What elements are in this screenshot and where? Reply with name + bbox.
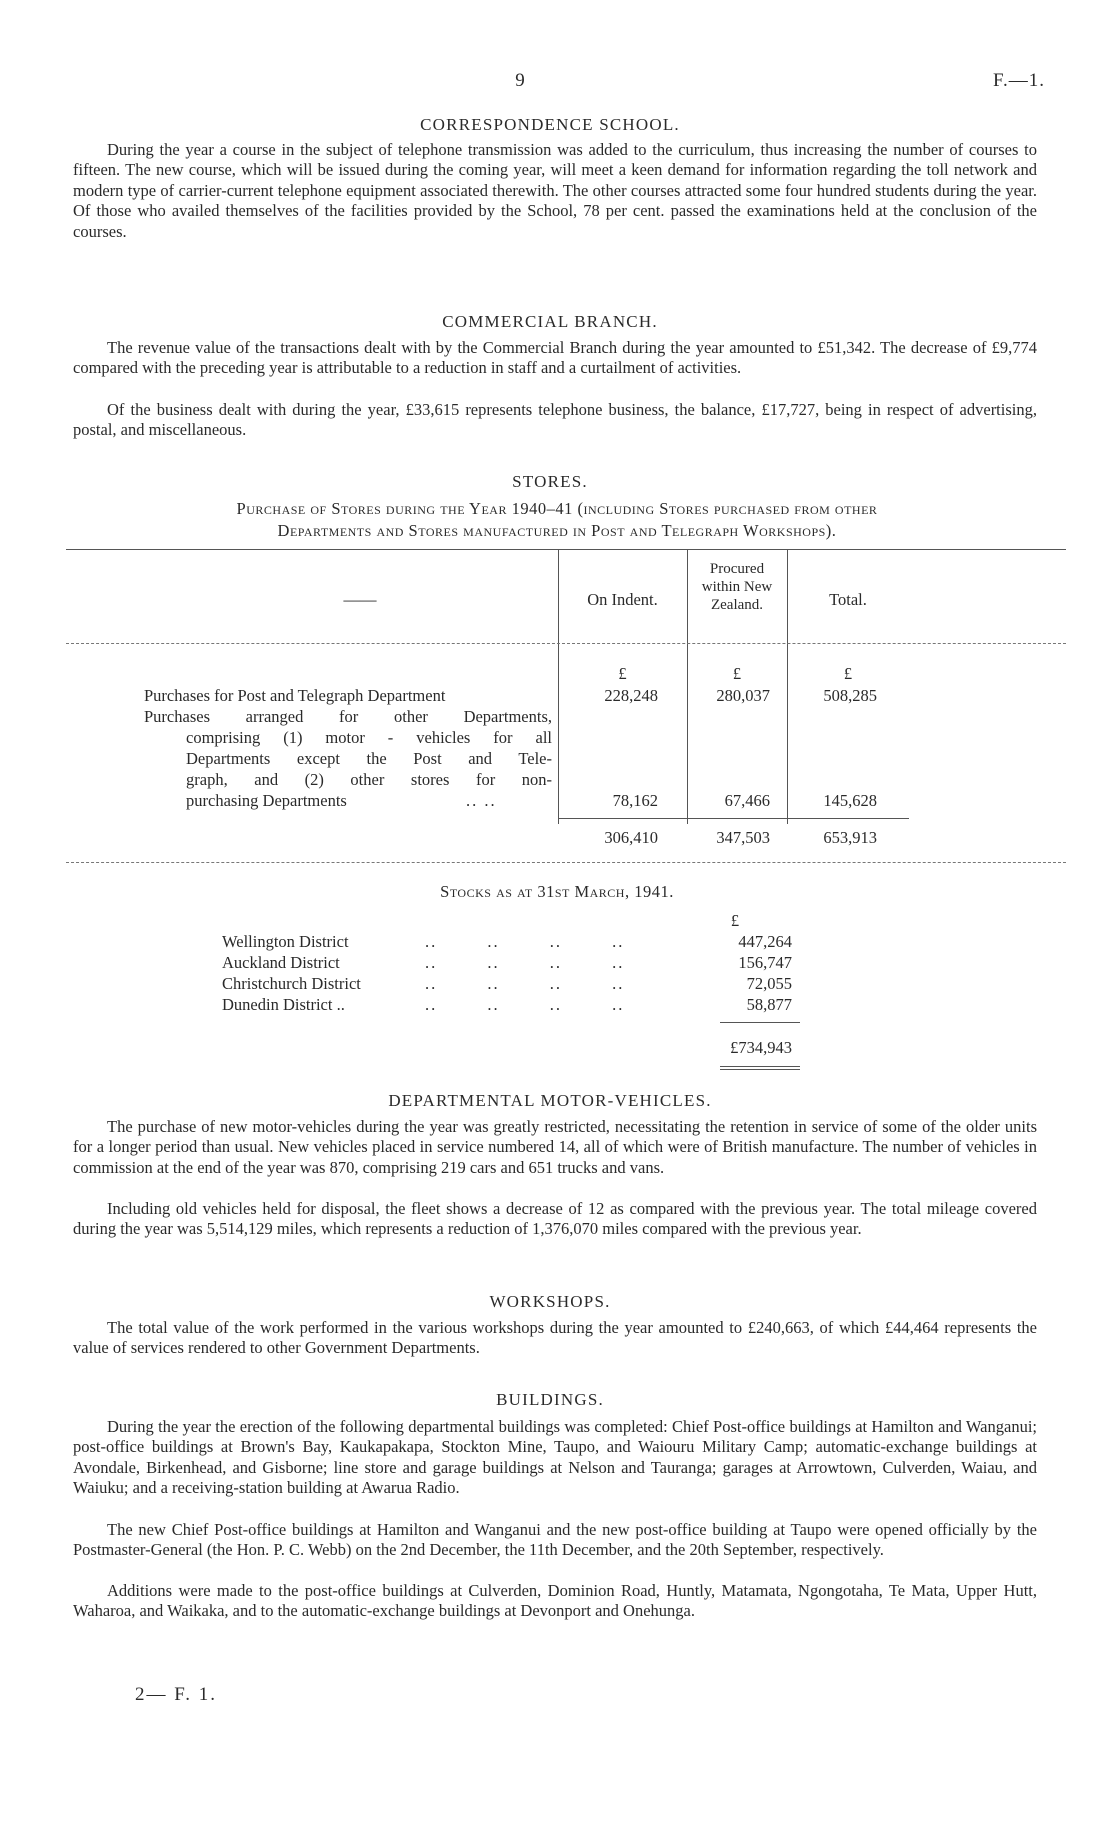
commercial-paragraph-1: The revenue value of the transactions dealt with by the Commercial Branch during the year amounted to £51,342. The decrease of £9,774 compared with the preceding year is attributable to a reduction in staff and a curtailment of activities. — [73, 338, 1037, 378]
stores-subtitle-line-1: Purchase of Stores during the Year 1940–41 (including Stores purchased from other — [236, 499, 878, 518]
currency-symbol-col-1: £ — [618, 664, 627, 683]
page-number: 9 — [515, 70, 525, 91]
stocks-row-leader: .. .. .. .. — [425, 932, 625, 951]
stocks-total: £734,943 — [730, 1038, 792, 1057]
table-subtotal-rule — [558, 818, 909, 819]
table-row-2-procured: 67,466 — [724, 791, 770, 810]
table-row-1-on-indent: 228,248 — [604, 686, 658, 705]
section-title-motor-vehicles: DEPARTMENTAL MOTOR-VEHICLES. — [388, 1091, 712, 1110]
table-total-grand: 653,913 — [823, 828, 877, 847]
workshops-paragraph-1: The total value of the work performed in the various workshops during the year amounted to £240,663, of which £44,464 represents the value of services rendered to other Government Departments. — [73, 1318, 1037, 1358]
stocks-title: Stocks as at 31st March, 1941. — [440, 882, 674, 901]
currency-symbol-col-2: £ — [732, 664, 742, 683]
stocks-currency-symbol: £ — [730, 911, 740, 930]
stocks-row-leader: .. .. .. .. — [425, 974, 625, 993]
stocks-row-wellington — [0, 932, 1114, 954]
stocks-row-label: Christchurch District — [222, 974, 361, 993]
table-row-2-total: 145,628 — [823, 791, 877, 810]
stocks-row-leader: .. .. .. .. — [425, 953, 625, 972]
stocks-row-label: Auckland District — [222, 953, 340, 972]
correspondence-paragraph-1: During the year a course in the subject of telephone transmission was added to the curriculum, thus increasing the number of courses to fifteen. The new course, which will be issued during the coming year, will meet a keen demand for information regarding the toll network and modern type of carrier-current telephone equipment associated therewith. The other courses attracted some four hundred students during the year. Of those who availed themselves of the facilities provided by the School, 78 per cent. passed the examinations held at the conclusion of the courses. — [73, 140, 1037, 241]
stocks-row-value: 72,055 — [746, 974, 792, 993]
buildings-paragraph-3: Additions were made to the post-office buildings at Culverden, Dominion Road, Huntly, Matamata, Ngongotaha, Te Mata, Upper Hutt, Waharoa, and Waikaka, and to the automatic-exchange buildings at Devonport and Onehunga. — [73, 1581, 1037, 1621]
stocks-total-rule-1 — [720, 1066, 800, 1067]
stocks-row-value: 447,264 — [738, 932, 792, 951]
stocks-row-value: 156,747 — [738, 953, 792, 972]
table-total-on-indent: 306,410 — [604, 828, 658, 847]
commercial-paragraph-2: Of the business dealt with during the year, £33,615 represents telephone business, the balance, £17,727, being in respect of advertising, postal, and miscellaneous. — [73, 400, 1037, 440]
col-header-total: Total. — [829, 590, 867, 609]
table-row-2-label-line-1: Purchases arranged for other Departments, — [144, 707, 552, 726]
section-title-stores: STORES. — [512, 472, 588, 491]
stocks-row-dunedin — [0, 995, 1114, 1017]
table-row-1-total: 508,285 — [823, 686, 877, 705]
stocks-total-rule-2 — [720, 1069, 800, 1070]
table-header-rule — [66, 643, 1066, 644]
table-top-rule — [66, 549, 1066, 550]
table-row-1-label: Purchases for Post and Telegraph Department — [144, 686, 446, 705]
stocks-row-label: Dunedin District .. — [222, 995, 345, 1014]
stocks-row-leader: .. .. .. .. — [425, 995, 625, 1014]
buildings-paragraph-1: During the year the erection of the following departmental buildings was completed: Chief Post-office buildings at Hamilton and Wanganui; post-office buildings at Brown's Bay, Kaukapakapa, Stockton Mine, Taupo, and Waiouru Military Camp; automatic-exchange buildings at Avondale, Birkenhead, and Gisborne; line store and garage buildings at Nelson and Tauranga; garages at Arrowtown, Culverden, Waiau, and Waiuku; and a receiving-station building at Awarua Radio. — [73, 1417, 1037, 1498]
section-title-commercial-branch: COMMERCIAL BRANCH. — [442, 312, 658, 331]
section-title-buildings: BUILDINGS. — [496, 1390, 604, 1409]
table-bottom-rule — [66, 862, 1066, 863]
table-row-2-label-line-4: graph, and (2) other stores for non- — [186, 770, 552, 789]
motor-vehicles-paragraph-1: The purchase of new motor-vehicles during the year was greatly restricted, necessitating the retention in service of some of the older units for a longer period than usual. New vehicles placed in service numbered 14, all of which were of British manufacture. The number of vehicles in commission at the end of the year was 870, comprising 219 cars and 651 trucks and vans. — [73, 1117, 1037, 1177]
table-row-1-procured: 280,037 — [716, 686, 770, 705]
table-total-procured: 347,503 — [716, 828, 770, 847]
table-row-2-on-indent: 78,162 — [612, 791, 658, 810]
footer-signature: 2— F. 1. — [135, 1684, 218, 1705]
buildings-paragraph-2: The new Chief Post-office buildings at Hamilton and Wanganui and the new post-office building at Taupo were opened officially by the Postmaster-General (the Hon. P. C. Webb) on the 2nd December, the 11th December, and the 20th September, respectively. — [73, 1520, 1037, 1560]
motor-vehicles-paragraph-2: Including old vehicles held for disposal, the fleet shows a decrease of 12 as compared with the previous year. The total mileage covered during the year was 5,514,129 miles, which represents a reduction of 1,376,070 miles compared with the previous year. — [73, 1199, 1037, 1239]
table-row-2-label-line-2: comprising (1) motor - vehicles for all — [186, 728, 552, 747]
col-header-on-indent: On Indent. — [587, 590, 658, 609]
stocks-row-label: Wellington District — [222, 932, 349, 951]
col-header-procured: Procured within New Zealand. — [701, 561, 773, 613]
stocks-row-value: 58,877 — [746, 995, 792, 1014]
stocks-row-christchurch — [0, 974, 1114, 996]
section-title-workshops: WORKSHOPS. — [489, 1292, 611, 1311]
stocks-sum-rule — [720, 1022, 800, 1023]
report-code: F.—1. — [992, 70, 1045, 91]
section-title-correspondence-school: CORRESPONDENCE SCHOOL. — [420, 115, 680, 134]
currency-symbol-col-3: £ — [843, 664, 853, 683]
table-row-2-label-line-3: Departments except the Post and Tele- — [186, 749, 552, 768]
stores-subtitle-line-2: Departments and Stores manufactured in Post and Telegraph Workshops). — [277, 521, 837, 540]
table-row-2-label-line-5: purchasing Departments — [186, 791, 347, 810]
table-row-2-leader: .. .. — [466, 791, 497, 810]
table-stub-header: —— — [343, 590, 377, 609]
stocks-row-auckland — [0, 953, 1114, 975]
